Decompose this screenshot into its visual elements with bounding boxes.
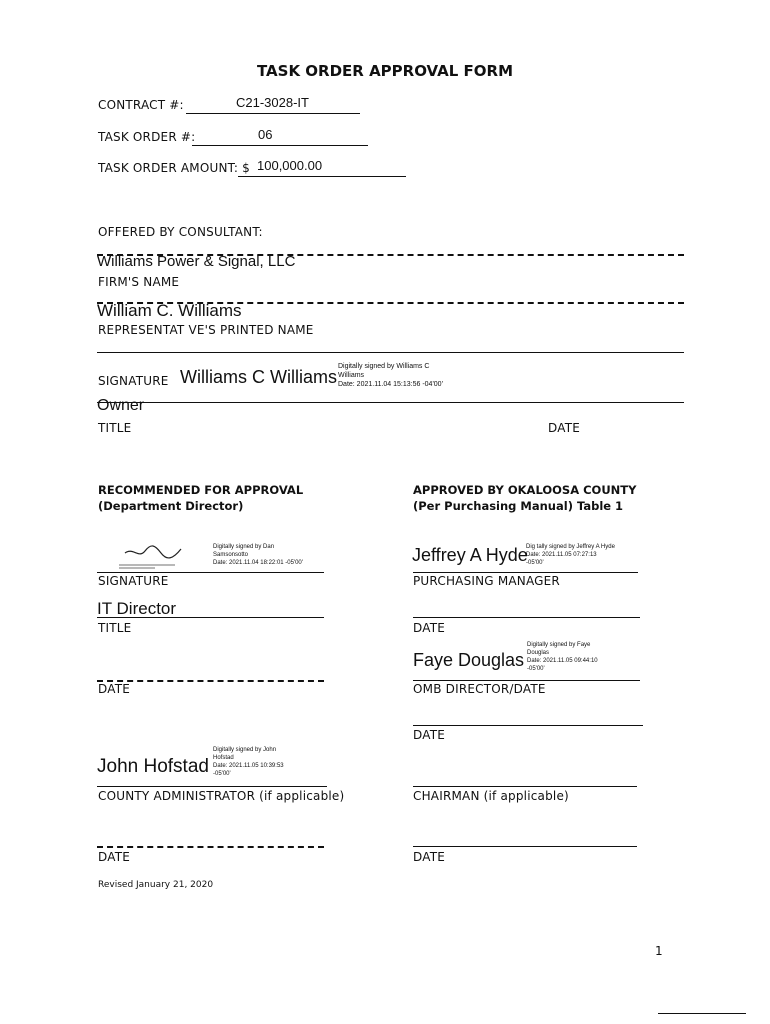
purchasing-manager-cert: Dig tally signed by Jeffrey A Hyde Date: 2021.11.05 07:27:13 -05'00'	[526, 544, 615, 566]
offered-by-label: OFFERED BY CONSULTANT:	[98, 225, 263, 239]
director-signature-label: SIGNATURE	[98, 574, 169, 588]
revised-note: Revised January 21, 2020	[98, 880, 214, 890]
purchasing-date-label: DATE	[413, 621, 446, 635]
chairman-label: CHAIRMAN (if applicable)	[413, 789, 569, 803]
rep-name-value: William C. Williams	[97, 301, 242, 320]
recommended-heading: RECOMMENDED FOR APPROVAL	[98, 483, 304, 497]
approved-subheading: (Per Purchasing Manual) Table 1	[413, 499, 624, 513]
page-title: TASK ORDER APPROVAL FORM	[256, 62, 514, 80]
director-title-value: IT Director	[97, 599, 177, 618]
county-admin-signature: John Hofstad	[97, 756, 209, 777]
contract-label: CONTRACT #:	[98, 98, 184, 112]
purchasing-manager-label: PURCHASING MANAGER	[413, 574, 560, 588]
consultant-title-label: TITLE	[98, 421, 132, 435]
contract-value: C21-3028-IT	[236, 95, 309, 110]
rep-name-label: REPRESENTAT VE'S PRINTED NAME	[98, 323, 314, 337]
task-order-label: TASK ORDER #:	[98, 130, 196, 144]
amount-label: TASK ORDER AMOUNT: $	[98, 161, 250, 175]
omb-director-signature: Faye Douglas	[413, 650, 525, 670]
consultant-date-label: DATE	[548, 421, 581, 435]
page-number: 1	[655, 944, 663, 958]
firm-name-label: FIRM'S NAME	[98, 275, 180, 289]
county-admin-label: COUNTY ADMINISTRATOR (if applicable)	[98, 789, 345, 803]
county-admin-cert: Digitally signed by John Hofstad Date: 2021.11.05 10:39:53 -05'00'	[213, 747, 284, 777]
omb-director-cert: Digitally signed by Faye Douglas Date: 2021.11.05 09:44:10 -05'00'	[527, 642, 598, 672]
task-order-value: 06	[258, 127, 273, 142]
director-title-label: TITLE	[98, 621, 132, 635]
consultant-title-value: Owner	[97, 397, 145, 414]
director-signature-mark	[115, 541, 195, 571]
director-date-label: DATE	[98, 682, 131, 696]
consultant-signature-cert: Digitally signed by Williams C Williams Date: 2021.11.04 15:13:56 -04'00'	[338, 363, 443, 388]
chairman-date-label: DATE	[413, 850, 446, 864]
county-admin-date-label: DATE	[98, 850, 131, 864]
consultant-signature: Williams C Williams	[180, 367, 337, 387]
firm-name-value: Williams Power & Signal, LLC	[97, 253, 296, 270]
recommended-subheading: (Department Director)	[98, 499, 244, 513]
approved-heading: APPROVED BY OKALOOSA COUNTY	[413, 483, 637, 497]
amount-value: 100,000.00	[257, 158, 323, 173]
signature-label: SIGNATURE	[98, 374, 169, 388]
omb-director-label: OMB DIRECTOR/DATE	[413, 682, 546, 696]
omb-date-label: DATE	[413, 728, 446, 742]
purchasing-manager-signature: Jeffrey A Hyde	[412, 545, 528, 565]
director-signature-cert: Digitally signed by Dan Samsonsotto Date: 2021.11.04 18:22:01 -05'00'	[213, 544, 303, 566]
